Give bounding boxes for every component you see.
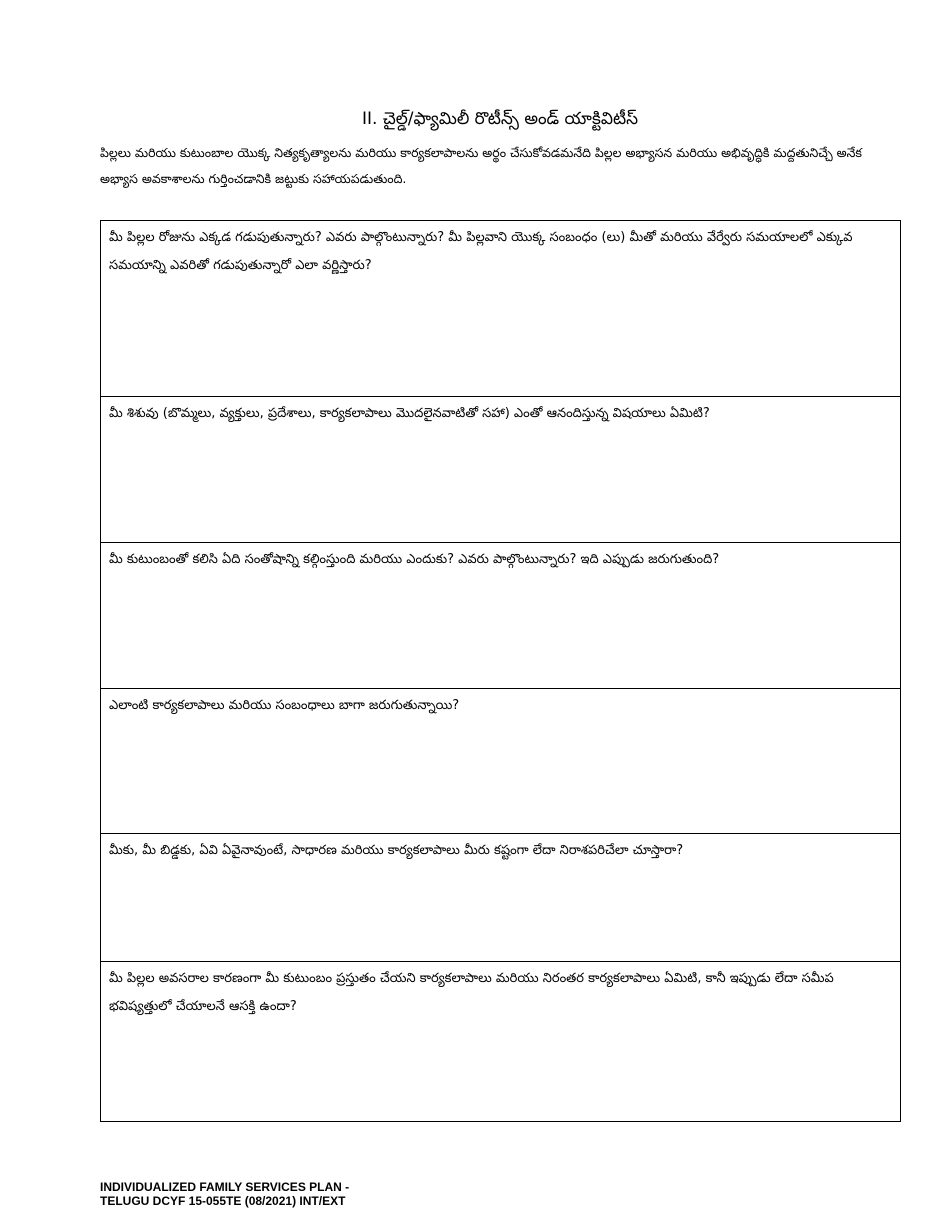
section-intro: పిల్లలు మరియు కుటుంబాల యొక్క నిత్యకృత్యాలను మరియు కార్యకలాపాలను అర్థం చేసుకోవడమనేది పిల్లల అభ్యాసన మరియు అభివృద్ధికి మద్దతునిచ్చే అనేక అభ్యాస అవకాశాలను గుర్తించడానికి జట్టుకు సహాయపడుతుంది. — [100, 145, 862, 186]
question-row[interactable] — [101, 543, 901, 689]
question-4[interactable]: ఎలాంటి కార్యకలాపాలు మరియు సంబంధాలు బాగా జరుగుతున్నాయి? — [101, 689, 901, 834]
question-6[interactable]: మీ పిల్లల అవసరాల కారణంగా మీ కుటుంబం ప్రస్తుతం చేయని కార్యకలాపాలు మరియు నిరంతర కార్యకలాపాలు ఏమిటి, కానీ ఇప్పుడు లేదా సమీప భవిష్యత్తులో చేయాలనే ఆసక్తి ఉందా? — [101, 962, 901, 1122]
question-row[interactable] — [101, 397, 901, 543]
question-2[interactable]: మీ శిశువు (బొమ్మలు, వ్యక్తులు, ప్రదేశాలు, కార్యకలాపాలు మొదలైనవాటితో సహా) ఎంతో ఆనందిస్తున్న విషయాలు ఏమిటి? — [101, 397, 901, 543]
question-3[interactable]: మీ కుటుంబంతో కలిసి ఏది సంతోషాన్ని కల్గింస్తుంది మరియు ఎందుకు? ఎవరు పాల్గొంటున్నారు? ఇది ఎప్పుడు జరుగుతుంది? — [101, 543, 901, 689]
question-row[interactable] — [101, 689, 901, 834]
section-title: II. చైల్డ్/ఫ్యామిలీ రొటీన్స్ అండ్ యాక్టివిటీస్ — [361, 109, 638, 129]
question-row[interactable] — [101, 962, 901, 1122]
question-row[interactable] — [101, 221, 901, 397]
footer-line-2: TELUGU DCYF 15-055TE (08/2021) INT/EXT — [100, 1194, 346, 1208]
form-footer — [100, 1180, 349, 1208]
question-row[interactable] — [101, 834, 901, 962]
questions-table — [100, 220, 901, 1122]
footer-line-1: INDIVIDUALIZED FAMILY SERVICES PLAN - — [100, 1180, 350, 1194]
question-1[interactable]: మీ పిల్లల రోజును ఎక్కడ గడుపుతున్నారు? ఎవరు పాల్గొంటున్నారు? మీ పిల్లవాని యొక్క సంబంధం (లు) మీతో మరియు వేర్వేరు సమయాలలో ఎక్కువ సమయాన్ని ఎవరితో గడుపుతున్నారో ఎలా వర్ణిస్తారు? — [101, 221, 901, 397]
question-5[interactable]: మీకు, మీ బిడ్డకు, ఏవి ఏవైనావుంటే, సాధారణ మరియు కార్యకలాపాలు మీరు కష్టంగా లేదా నిరాశపరిచేలా చూస్తారా? — [101, 834, 901, 962]
